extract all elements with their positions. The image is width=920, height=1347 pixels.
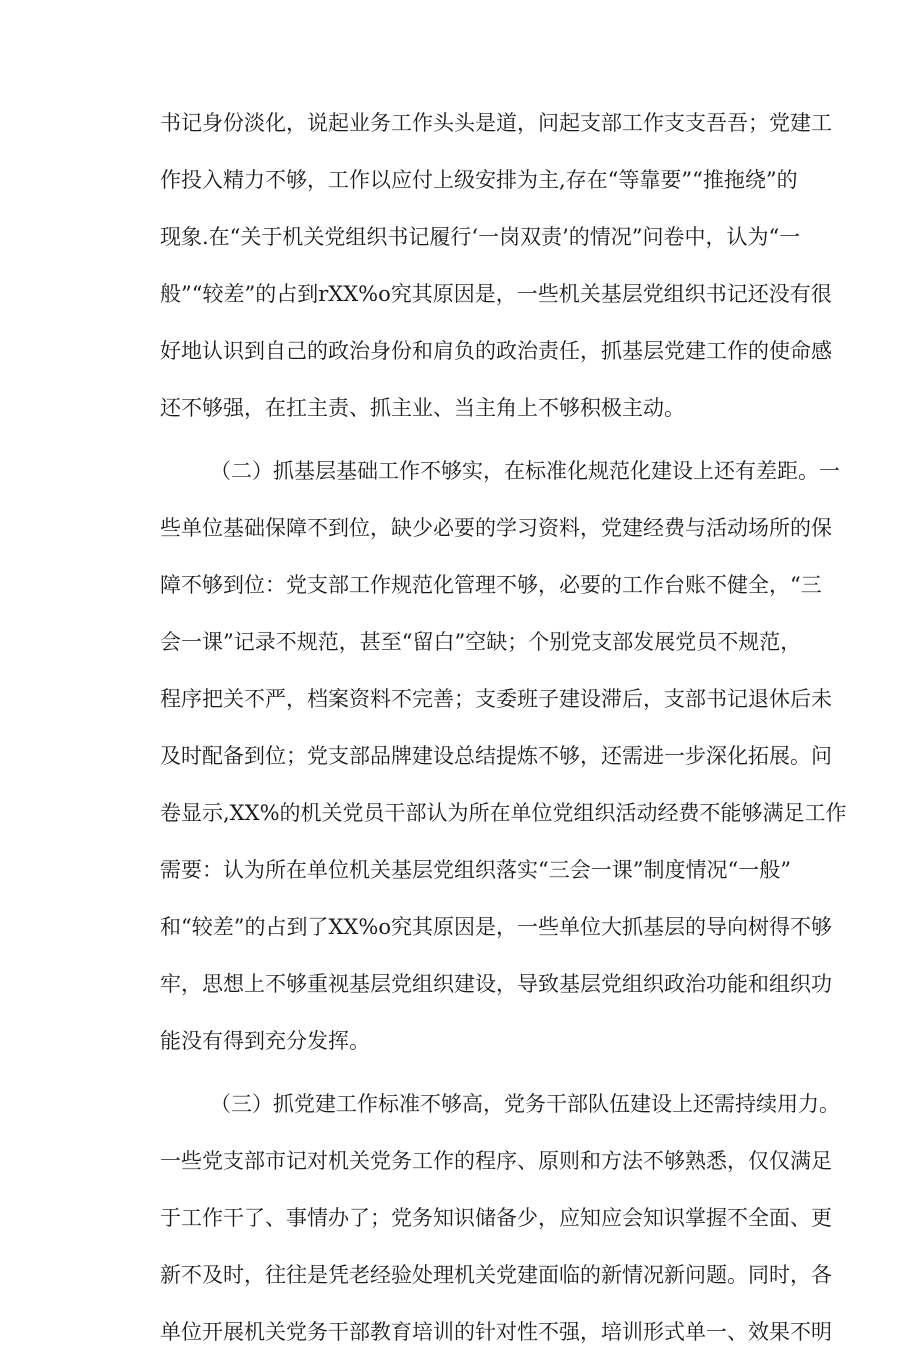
text-line: 般”“较差”的占到rXX%o究其原因是，一些机关基层党组织书记还没有很 (160, 282, 832, 306)
text-line: 好地认识到自己的政治身份和肩负的政治责任，抓基层党建工作的使命感 (160, 339, 832, 363)
text-line: 些单位基础保障不到位，缺少必要的学习资料，党建经费与活动场所的保 (160, 516, 832, 540)
text-line: 现象.在“关于机关党组织书记履行‘一岗双责’的情况”问卷中，认为“一 (160, 225, 801, 249)
text-line: 新不及时，往往是凭老经验处理机关党建面临的新情况新问题。同时，各 (160, 1263, 832, 1287)
text-line: 程序把关不严，档案资料不完善；支委班子建设滞后，支部书记退休后未 (160, 687, 832, 711)
text-line: 需要：认为所在单位机关基层党组织落实“三会一课”制度情况“一般” (160, 858, 791, 882)
text-line: 和“较差”的占到了XX%o究其原因是，一些单位大抓基层的导向树得不够 (160, 915, 832, 939)
section-heading-3: （三）抓党建工作标准不够高，党务干部队伍建设上还需持续用力。 (210, 1092, 840, 1116)
text-line: 牢，思想上不够重视基层党组织建设，导致基层党组织政治功能和组织功 (160, 972, 832, 996)
text-line: 于工作干了、事情办了；党务知识储备少，应知应会知识掌握不全面、更 (160, 1206, 832, 1230)
section-heading-2: （二）抓基层基础工作不够实，在标准化规范化建设上还有差距。一 (210, 459, 840, 483)
text-line: 作投入精力不够，工作以应付上级安排为主,存在“等靠要”“推拖绕”的 (160, 168, 798, 192)
text-line: 单位开展机关党务干部教育培训的针对性不强，培训形式单一、效果不明 (160, 1320, 832, 1344)
text-line: 卷显示,XX%的机关党员干部认为所在单位党组织活动经费不能够满足工作 (160, 801, 847, 825)
text-line: 一些党支部市记对机关党务工作的程序、原则和方法不够熟悉，仅仅满足 (160, 1149, 832, 1173)
text-line: 障不够到位：党支部工作规范化管理不够，必要的工作台账不健全，“三 (160, 573, 822, 597)
text-line: 及时配备到位；党支部品牌建设总结提炼不够，还需进一步深化拓展。问 (160, 744, 832, 768)
text-line: 能没有得到充分发挥。 (160, 1029, 370, 1053)
text-line: 还不够强，在扛主责、抓主业、当主角上不够积极主动。 (160, 396, 685, 420)
text-line: 书记身份淡化，说起业务工作头头是道，问起支部工作支支吾吾；党建工 (160, 111, 832, 135)
text-line: 会一课”记录不规范，甚至“留白”空缺；个别党支部发展党员不规范， (160, 630, 802, 654)
